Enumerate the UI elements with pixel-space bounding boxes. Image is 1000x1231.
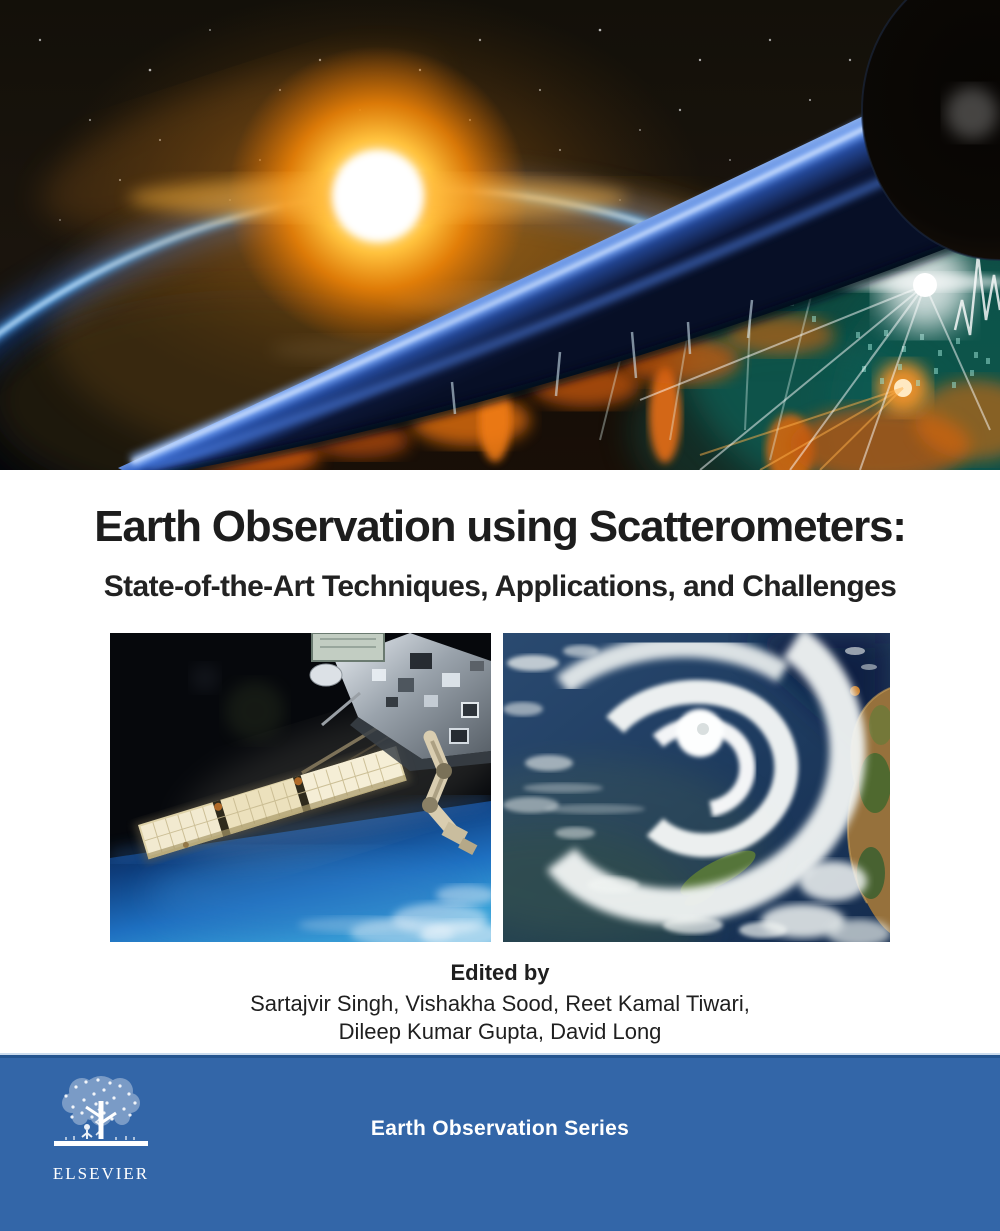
edited-by-label: Edited by	[450, 960, 550, 985]
publisher-name: ELSEVIER	[52, 1164, 150, 1183]
editors-line-2: Dileep Kumar Gupta, David Long	[338, 1019, 662, 1044]
iss-photo	[110, 633, 491, 942]
elsevier-tree-icon	[46, 1073, 156, 1157]
hurricane-photo	[503, 633, 890, 942]
editors-line-1: Sartajvir Singh, Vishakha Sood, Reet Kamal Tiwari,	[250, 991, 750, 1016]
book-subtitle: State-of-the-Art Techniques, Applications, and Challenges	[103, 570, 897, 603]
book-title: Earth Observation using Scatterometers:	[94, 502, 906, 551]
iss-photo-art	[110, 633, 491, 942]
hero-image	[0, 0, 1000, 470]
footer-bar	[0, 1053, 1000, 1231]
series-title: Earth Observation Series	[370, 1117, 630, 1140]
hurricane-photo-art	[503, 633, 890, 942]
hero-art	[0, 0, 1000, 470]
